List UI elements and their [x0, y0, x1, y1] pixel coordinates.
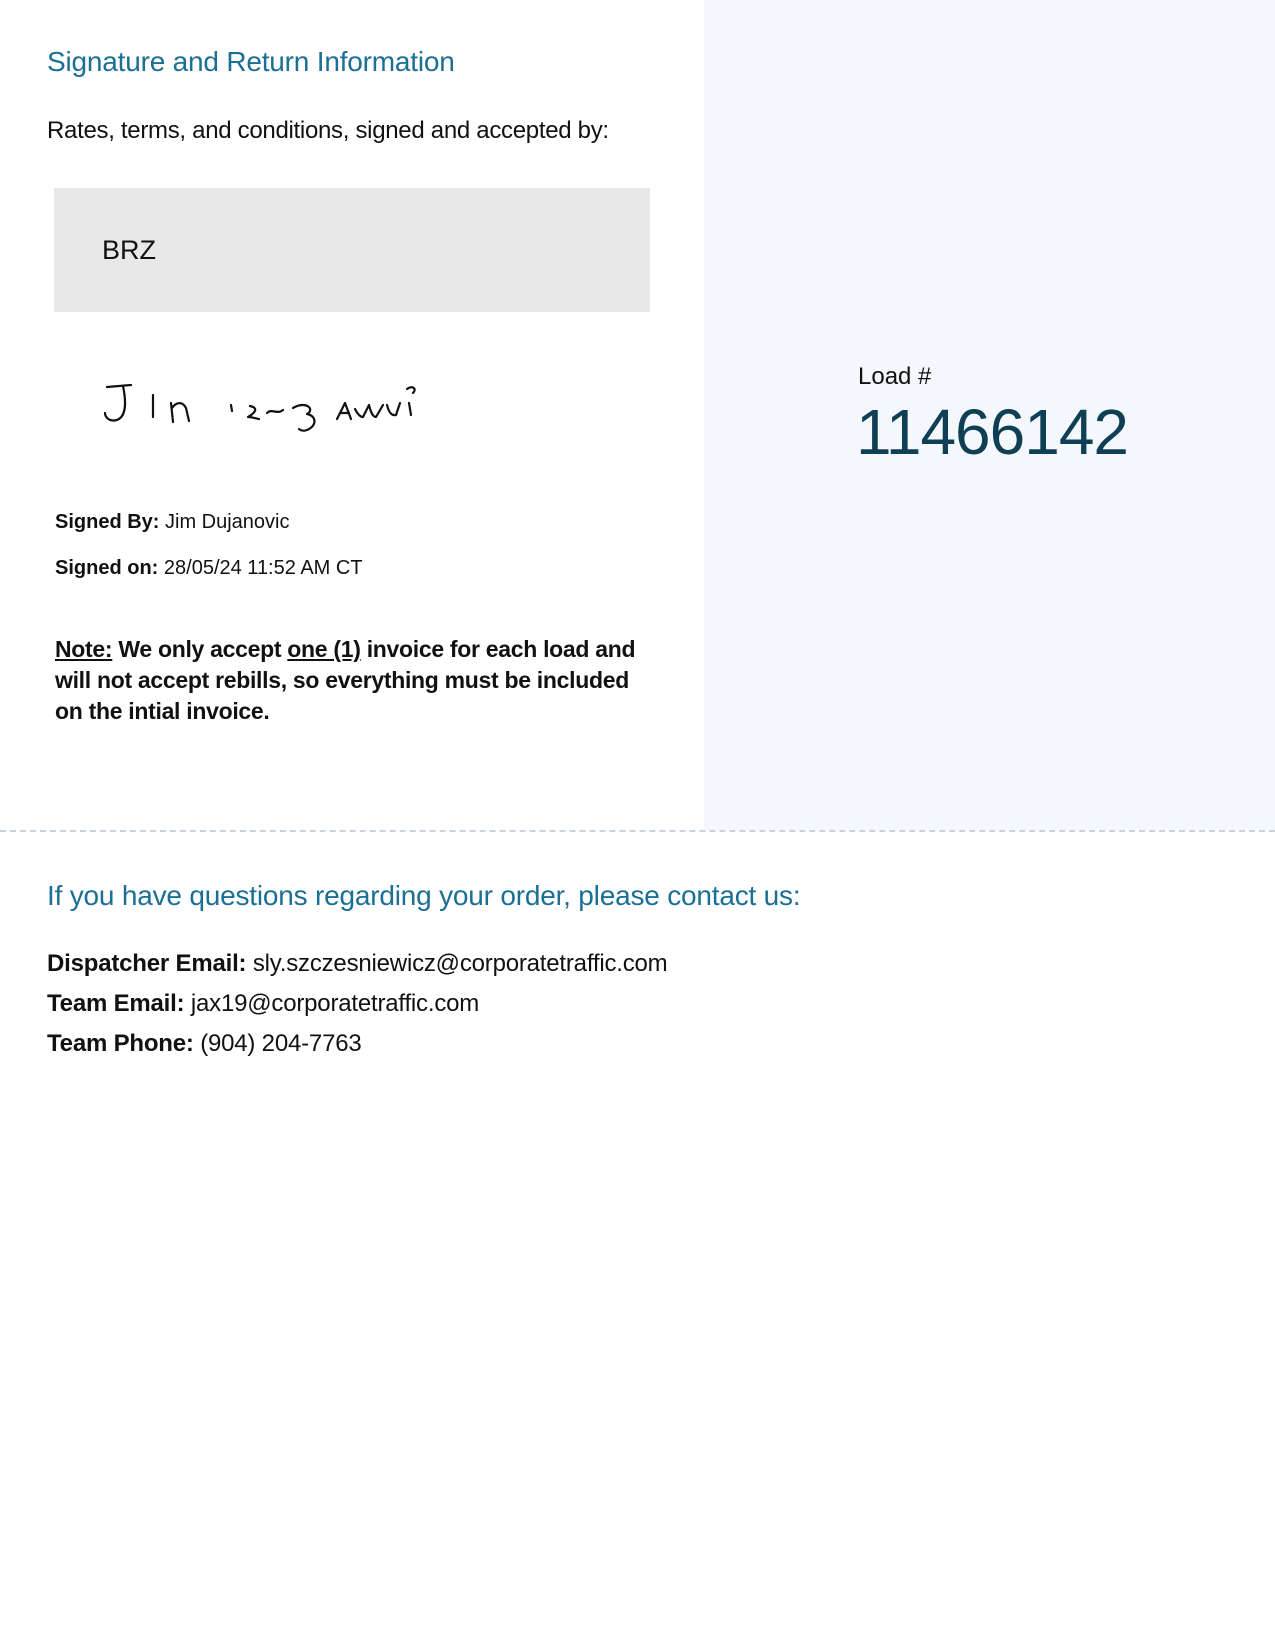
signed-by-label: Signed By:: [55, 511, 160, 533]
signature-section-title: Signature and Return Information: [47, 46, 455, 77]
team-phone-value[interactable]: (904) 204-7763: [200, 1030, 362, 1057]
contact-section-title: If you have questions regarding your order, please contact us:: [47, 880, 801, 911]
team-email-label: Team Email:: [47, 990, 185, 1017]
dispatcher-email-value[interactable]: sly.szczesniewicz@corporatetraffic.com: [252, 950, 668, 977]
accepting-company-box: [54, 188, 650, 312]
signed-by-line: [55, 511, 290, 534]
signed-on-value: 28/05/24 11:52 AM CT: [163, 557, 363, 579]
signed-on-label: Signed on:: [55, 557, 159, 579]
note-label: Note:: [55, 636, 113, 662]
load-number-value: 11466142: [856, 396, 1128, 468]
team-phone-line: [47, 1030, 362, 1058]
invoice-note: [55, 634, 655, 727]
load-number-label: Load #: [858, 363, 932, 390]
note-emphasis: one (1): [287, 636, 361, 662]
handwritten-signature: [95, 375, 455, 450]
dispatcher-email-label: Dispatcher Email:: [47, 950, 247, 977]
team-phone-label: Team Phone:: [47, 1030, 194, 1057]
acceptance-intro-text: Rates, terms, and conditions, signed and accepted by:: [47, 117, 609, 144]
note-text-part2: invoice for each load and will not accept rebills, so everything must be included on the intial invoice.: [55, 636, 636, 724]
signed-by-value: Jim Dujanovic: [165, 511, 290, 533]
team-email-value[interactable]: jax19@corporatetraffic.com: [190, 990, 480, 1017]
section-divider: [0, 830, 1275, 832]
signed-on-line: [55, 557, 363, 580]
dispatcher-email-line: [47, 950, 667, 978]
accepting-company-name: BRZ: [102, 235, 156, 265]
team-email-line: [47, 990, 479, 1018]
note-text-part1: We only accept: [118, 636, 282, 662]
